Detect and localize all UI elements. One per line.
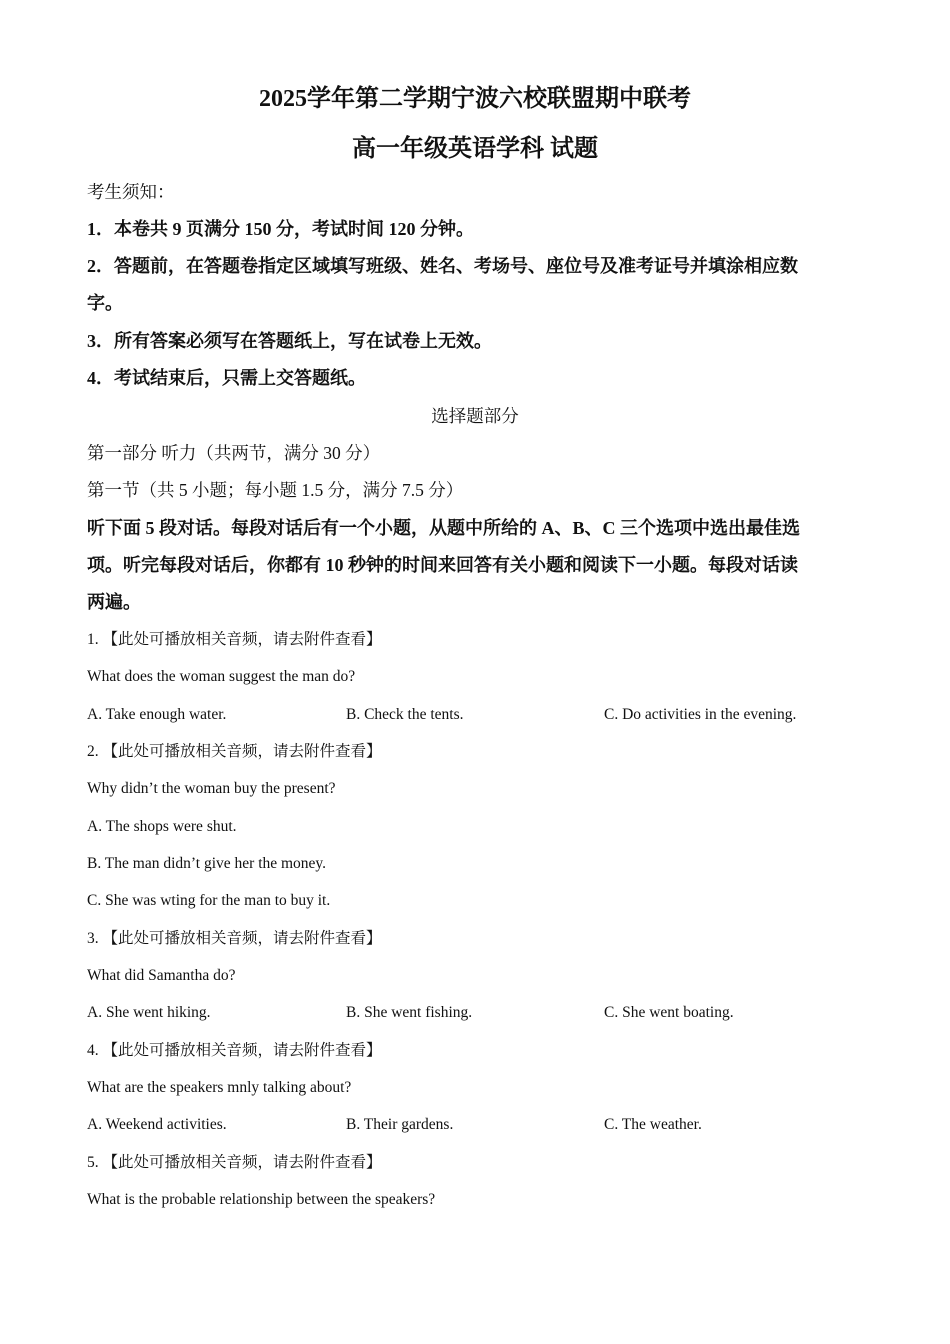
q2-stem: Why didn’t the woman buy the present?	[87, 780, 336, 797]
exam-subtitle: 高一年级英语学科 试题	[352, 136, 598, 162]
q3-option-c: C. She went boating.	[604, 1004, 734, 1021]
section-label: 选择题部分	[431, 406, 519, 426]
q4-option-b: B. Their gardens.	[346, 1116, 454, 1133]
q4-stem: What are the speakers mnly talking about?	[87, 1079, 352, 1096]
subsection-heading: 第一节（共 5 小题；每小题 1.5 分，满分 7.5 分）	[87, 480, 464, 500]
notice-item-2-cont: 字。	[87, 293, 123, 313]
part-heading: 第一部分 听力（共两节，满分 30 分）	[87, 443, 381, 463]
q5-audio-placeholder: 5. 【此处可播放相关音频，请去附件查看】	[87, 1154, 382, 1171]
notice-heading: 考生须知：	[87, 182, 175, 202]
q3-stem: What did Samantha do?	[87, 967, 236, 984]
notice-item-3: 3．所有答案必须写在答题纸上，写在试卷上无效。	[87, 331, 492, 351]
notice-item-1: 1．本卷共 9 页满分 150 分，考试时间 120 分钟。	[87, 219, 474, 239]
notice-item-4: 4．考试结束后，只需上交答题纸。	[87, 368, 366, 388]
q4-option-a: A. Weekend activities.	[87, 1116, 227, 1133]
instructions-line-2: 项。听完每段对话后，你都有 10 秒钟的时间来回答有关小题和阅读下一小题。每段对话读	[87, 555, 798, 575]
instructions-line-1: 听下面 5 段对话。每段对话后有一个小题，从题中所给的 A、B、C 三个选项中选出最佳选	[87, 518, 800, 538]
q3-option-a: A. She went hiking.	[87, 1004, 211, 1021]
q4-option-c: C. The weather.	[604, 1116, 702, 1133]
notice-item-2: 2．答题前，在答题卷指定区域填写班级、姓名、考场号、座位号及准考证号并填涂相应数	[87, 256, 798, 276]
exam-title: 2025学年第二学期宁波六校联盟期中联考	[259, 86, 691, 112]
q2-option-a: A. The shops were shut.	[87, 818, 237, 835]
q1-stem: What does the woman suggest the man do?	[87, 668, 356, 685]
q2-option-b: B. The man didn’t give her the money.	[87, 855, 327, 872]
q2-option-c: C. She was wting for the man to buy it.	[87, 892, 331, 909]
q3-audio-placeholder: 3. 【此处可播放相关音频，请去附件查看】	[87, 930, 382, 947]
q1-audio-placeholder: 1. 【此处可播放相关音频，请去附件查看】	[87, 631, 382, 648]
q2-audio-placeholder: 2. 【此处可播放相关音频，请去附件查看】	[87, 743, 382, 760]
q1-option-a: A. Take enough water.	[87, 706, 227, 723]
q1-option-c: C. Do activities in the evening.	[604, 706, 797, 723]
q4-audio-placeholder: 4. 【此处可播放相关音频，请去附件查看】	[87, 1042, 382, 1059]
q5-stem: What is the probable relationship between the speakers?	[87, 1191, 436, 1208]
instructions-line-3: 两遍。	[87, 592, 141, 612]
q3-option-b: B. She went fishing.	[346, 1004, 473, 1021]
q1-option-b: B. Check the tents.	[346, 706, 464, 723]
